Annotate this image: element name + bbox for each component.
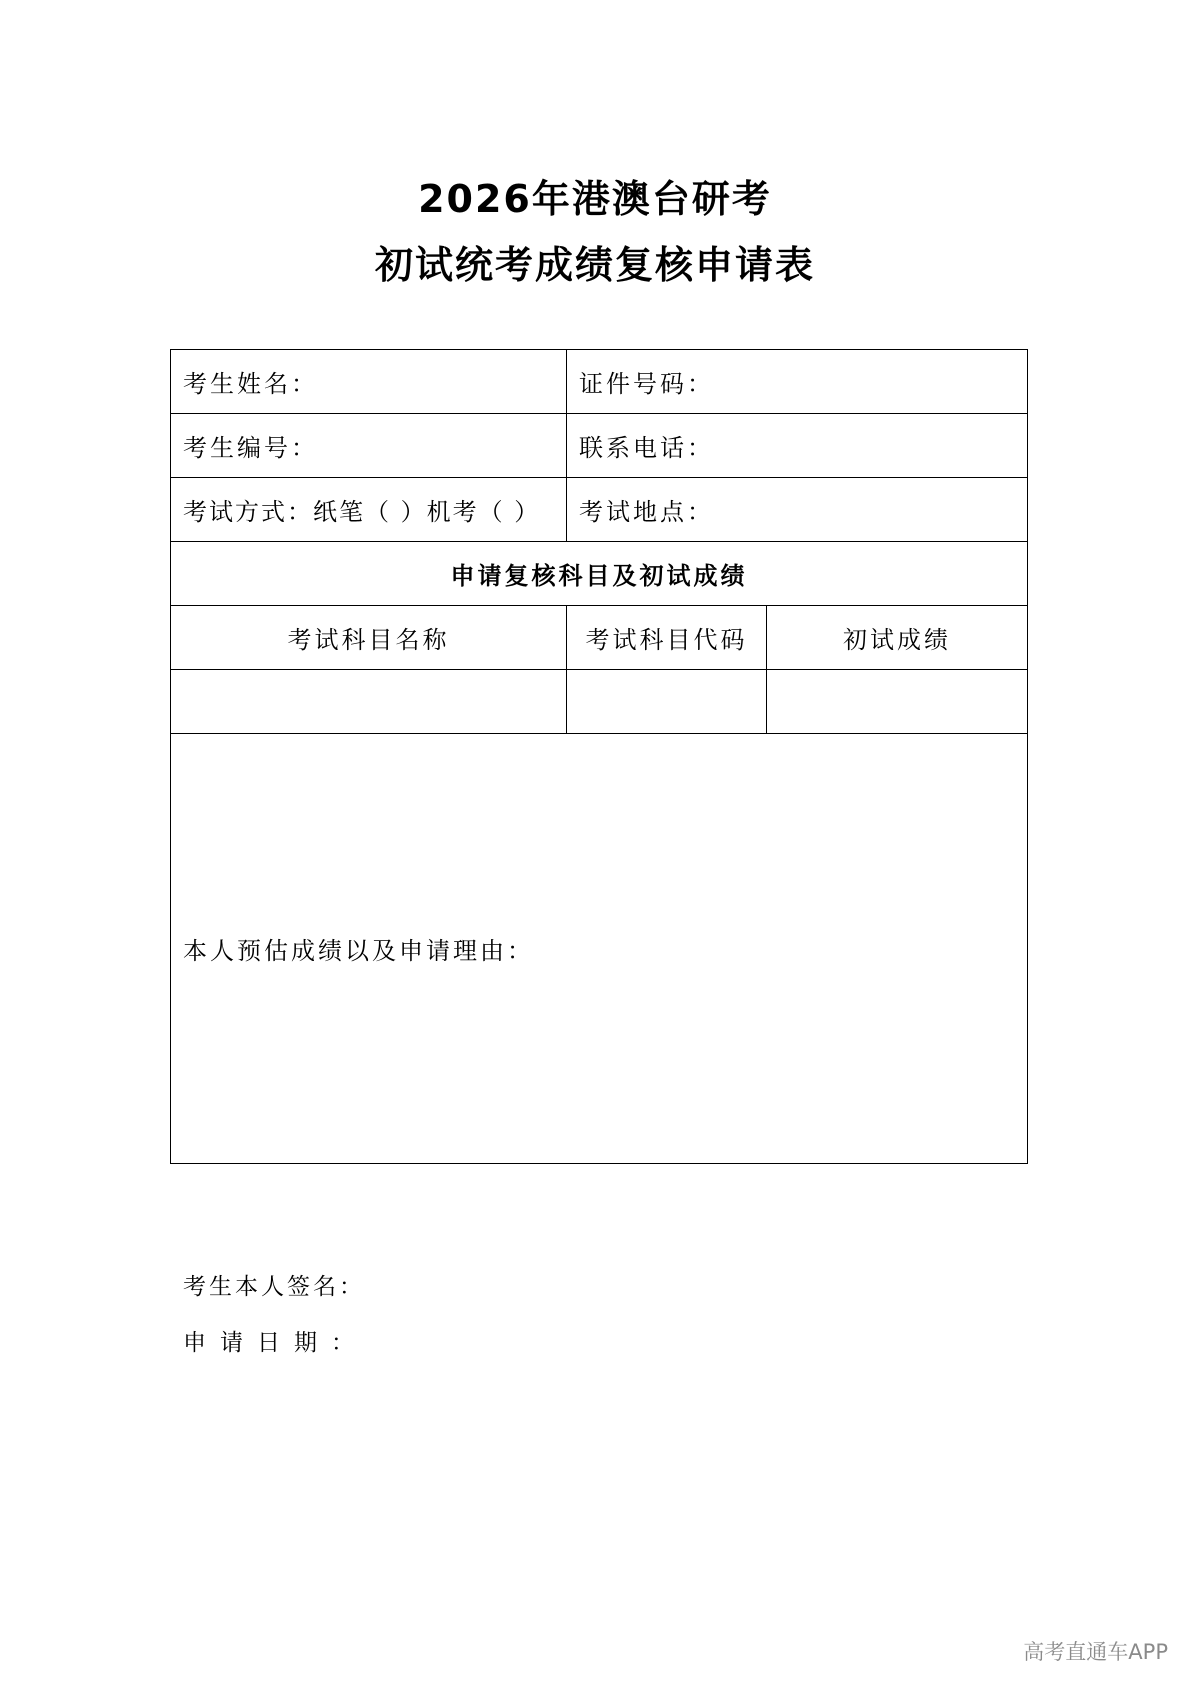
application-date-label: 申请日期： [183,1330,368,1356]
table-row [171,734,1028,1164]
section-header: 申请复核科目及初试成绩 [171,542,1028,606]
table-row [171,350,1028,414]
candidate-number-field[interactable]: 考生编号： [171,414,567,478]
subject-name-input[interactable] [171,670,567,734]
subject-code-input[interactable] [567,670,767,734]
table-row [171,414,1028,478]
form-title-line-1: 2026年港澳台研考 [418,177,772,221]
signature-label: 考生本人签名： [183,1274,365,1300]
exam-site-field[interactable]: 考试地点： [567,478,1028,542]
id-number-field[interactable]: 证件号码： [567,350,1028,414]
watermark: 高考直通车APP [1023,1640,1168,1664]
column-header-subject-name: 考试科目名称 [171,606,567,670]
score-input[interactable] [767,670,1028,734]
application-form-table [170,349,1028,1164]
candidate-name-field[interactable]: 考生姓名： [171,350,567,414]
exam-mode-field[interactable]: 考试方式：纸笔（ ）机考（ ） [171,478,567,542]
table-row [171,542,1028,606]
table-header-row [171,606,1028,670]
form-title-line-2: 初试统考成绩复核申请表 [374,243,815,287]
table-row [171,670,1028,734]
column-header-score: 初试成绩 [767,606,1028,670]
table-row [171,478,1028,542]
phone-field[interactable]: 联系电话： [567,414,1028,478]
reason-field[interactable]: 本人预估成绩以及申请理由： [171,734,1028,1164]
column-header-subject-code: 考试科目代码 [567,606,767,670]
